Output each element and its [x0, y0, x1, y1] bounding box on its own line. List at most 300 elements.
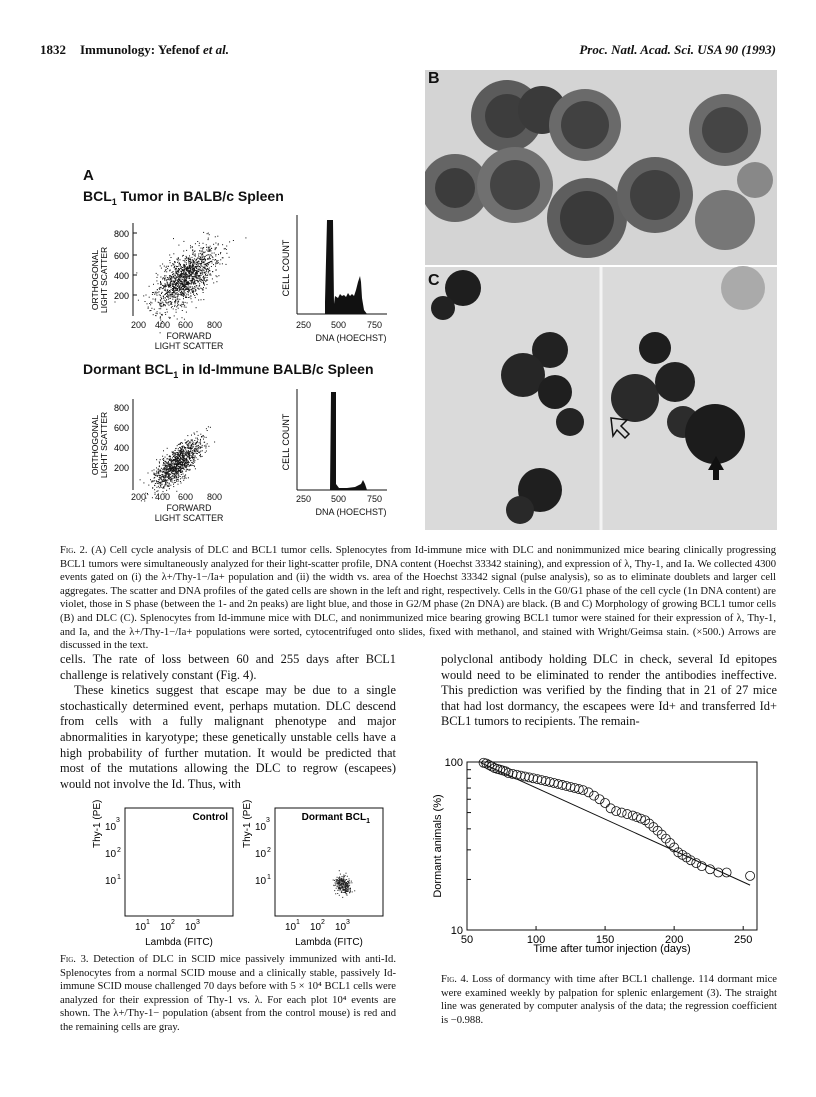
scatter-dot [167, 473, 168, 474]
hist1-ylabel: CELL COUNT [281, 239, 291, 297]
scatter-dot [150, 479, 151, 480]
scatter-dot [185, 272, 186, 273]
scatter-dot [138, 300, 139, 301]
scatter-dot [178, 453, 179, 454]
scatter-dot [175, 303, 176, 304]
scatter2-ytick-400: 400 [113, 443, 129, 453]
scatter-dot [187, 291, 188, 292]
scatter-dot [175, 300, 176, 301]
scatter-dot [191, 444, 192, 445]
scatter-dot [194, 460, 195, 461]
scatter-dot [169, 260, 170, 261]
scatter-dot [172, 274, 173, 275]
fig2-histogram-1 [275, 210, 395, 338]
scatter-dot [143, 295, 144, 296]
scatter-dot [158, 472, 159, 473]
scatter-dot [147, 494, 148, 495]
scatter-dot [176, 456, 177, 457]
scatter-dot [189, 263, 190, 264]
scatter-dot [190, 247, 191, 248]
scatter-dot [180, 469, 181, 470]
scatter-dot [339, 886, 340, 887]
fig3-xtick-sup: 3 [196, 919, 200, 926]
scatter-dot [181, 281, 182, 282]
scatter-dot [203, 259, 204, 260]
scatter-dot [174, 466, 175, 467]
scatter-dot [178, 308, 179, 309]
scatter-dot [185, 453, 186, 454]
scatter-dot [347, 881, 348, 882]
scatter-dot [197, 258, 198, 259]
scatter-dot [176, 466, 177, 467]
scatter-dot [175, 301, 176, 302]
scatter-dot [186, 262, 187, 263]
scatter-dot [185, 276, 186, 277]
scatter-dot [210, 254, 211, 255]
scatter-dot [188, 275, 189, 276]
scatter-dot [152, 470, 153, 471]
scatter-dot [178, 464, 179, 465]
scatter-dot [188, 446, 189, 447]
scatter-dot [185, 280, 186, 281]
scatter-dot [186, 312, 187, 313]
scatter-dot [205, 273, 206, 274]
running-head-etal: et al. [203, 42, 230, 57]
scatter-dot [212, 263, 213, 264]
scatter-dot [173, 276, 174, 277]
scatter-dot [344, 887, 345, 888]
scatter-dot [179, 462, 180, 463]
scatter-dot [179, 470, 180, 471]
scatter-dot [155, 299, 156, 300]
scatter-dot [156, 487, 157, 488]
scatter-dot [175, 286, 176, 287]
scatter-dot [340, 880, 341, 881]
scatter-dot [167, 279, 168, 280]
scatter-dot [186, 278, 187, 279]
scatter-dot [188, 283, 189, 284]
scatter-dot [183, 474, 184, 475]
scatter-dot [189, 441, 190, 442]
scatter-dot [334, 880, 335, 881]
scatter-dot [184, 306, 185, 307]
scatter-dot [166, 474, 167, 475]
scatter-dot [184, 477, 185, 478]
cell [611, 374, 659, 422]
scatter-dot [189, 470, 190, 471]
scatter-dot [190, 271, 191, 272]
scatter-dot [197, 270, 198, 271]
fig3-control-frame [125, 808, 233, 916]
scatter-dot [185, 462, 186, 463]
scatter-dot [178, 294, 179, 295]
scatter-dot [186, 478, 187, 479]
scatter-dot [182, 470, 183, 471]
scatter-dot [186, 471, 187, 472]
cell [506, 496, 534, 524]
scatter-dot [209, 234, 210, 235]
scatter-dot [184, 451, 185, 452]
scatter-dot [154, 309, 155, 310]
scatter-dot [212, 271, 213, 272]
scatter-dot [202, 272, 203, 273]
scatter-dot [192, 454, 193, 455]
scatter-dot [201, 275, 202, 276]
scatter-dot [218, 262, 219, 263]
scatter-dot [172, 272, 173, 273]
scatter-dot [191, 283, 192, 284]
scatter-dot [176, 471, 177, 472]
scatter-dot [185, 440, 186, 441]
scatter-dot [185, 295, 186, 296]
scatter-dot [180, 468, 181, 469]
scatter-dot [164, 475, 165, 476]
scatter-dot [215, 248, 216, 249]
scatter-dot [339, 883, 340, 884]
scatter-dot [172, 482, 173, 483]
scatter-dot [209, 268, 210, 269]
scatter-dot [185, 293, 186, 294]
scatter-dot [164, 469, 165, 470]
scatter-dot [195, 256, 196, 257]
scatter-dot [348, 883, 349, 884]
scatter-dot [188, 461, 189, 462]
scatter-dot [340, 874, 341, 875]
cell-nucleus [702, 107, 748, 153]
fig3-ytick: 10 [105, 849, 117, 860]
scatter-dot [196, 285, 197, 286]
scatter-dot [176, 276, 177, 277]
scatter-dot [341, 878, 342, 879]
fig4-ytick-label: 10 [450, 925, 463, 937]
scatter-dot [184, 291, 185, 292]
scatter-dot [176, 293, 177, 294]
scatter-dot [170, 291, 171, 292]
scatter-dot [342, 890, 343, 891]
scatter-dot [172, 457, 173, 458]
scatter-dot [159, 289, 160, 290]
scatter-dot [335, 893, 336, 894]
scatter-dot [184, 279, 185, 280]
scatter-dot [207, 233, 208, 234]
scatter-dot [161, 268, 162, 269]
scatter-dot [198, 281, 199, 282]
scatter-dot [179, 276, 180, 277]
scatter-dot [202, 274, 203, 275]
scatter-dot [187, 269, 188, 270]
scatter-dot [188, 286, 189, 287]
scatter-dot [167, 292, 168, 293]
scatter-dot [186, 250, 187, 251]
scatter-dot [178, 448, 179, 449]
scatter-dot [157, 481, 158, 482]
scatter-dot [167, 477, 168, 478]
scatter-dot [183, 264, 184, 265]
scatter-dot [183, 288, 184, 289]
scatter-dot [202, 257, 203, 258]
scatter-dot [170, 298, 171, 299]
scatter-dot [198, 258, 199, 259]
fig4-xtick-label: 100 [526, 934, 546, 946]
scatter1-xtick: 600 [178, 320, 194, 330]
scatter-dot [164, 476, 165, 477]
scatter-dot [196, 293, 197, 294]
scatter-dot [172, 471, 173, 472]
scatter-dot [205, 277, 206, 278]
scatter-dot [176, 283, 177, 284]
scatter-dot [173, 308, 174, 309]
scatter-dot [170, 485, 171, 486]
panel-label-c: C [428, 272, 440, 289]
scatter-dot [196, 448, 197, 449]
scatter-dot [169, 290, 170, 291]
scatter2-xtick: 800 [207, 492, 223, 502]
scatter2-ytick-800: 800 [113, 403, 129, 413]
scatter-dot [153, 284, 154, 285]
scatter-dot [220, 259, 221, 260]
scatter2-xlabel-2: LIGHT SCATTER [154, 513, 224, 523]
fig3-xtick-sup: 3 [346, 919, 350, 926]
scatter-dot [178, 302, 179, 303]
scatter-dot [188, 451, 189, 452]
scatter-dot [157, 475, 158, 476]
scatter-dot [180, 259, 181, 260]
cell-nucleus [435, 168, 475, 208]
scatter-dot [192, 279, 193, 280]
scatter-dot [166, 484, 167, 485]
scatter-dot [203, 283, 204, 284]
scatter-dot [200, 278, 201, 279]
scatter-dot [342, 881, 343, 882]
scatter-dot [197, 294, 198, 295]
scatter-dot [193, 278, 194, 279]
scatter-dot [339, 879, 340, 880]
hist1-xtick: 500 [331, 320, 347, 330]
scatter-dot [171, 257, 172, 258]
scatter-dot [192, 271, 193, 272]
scatter-dot [186, 274, 187, 275]
scatter-dot [159, 477, 160, 478]
scatter-dot [169, 277, 170, 278]
scatter-dot [182, 463, 183, 464]
scatter-dot [165, 477, 166, 478]
scatter-dot [178, 287, 179, 288]
scatter-dot [188, 464, 189, 465]
scatter-dot [193, 284, 194, 285]
scatter-dot [196, 270, 197, 271]
scatter-dot [155, 475, 156, 476]
scatter-dot [163, 462, 164, 463]
scatter-dot [194, 269, 195, 270]
scatter-dot [340, 889, 341, 890]
scatter-dot [140, 479, 141, 480]
scatter-dot [339, 870, 340, 871]
scatter-dot [192, 440, 193, 441]
scatter-dot [166, 471, 167, 472]
fig3-xtick-sup: 1 [296, 919, 300, 926]
scatter-dot [178, 461, 179, 462]
scatter-dot [186, 267, 187, 268]
scatter-dot [206, 288, 207, 289]
scatter-dot [197, 266, 198, 267]
scatter-dot [174, 282, 175, 283]
scatter-dot [207, 430, 208, 431]
scatter-dot [171, 276, 172, 277]
scatter-dot [191, 281, 192, 282]
scatter-dot [194, 274, 195, 275]
scatter-dot [156, 459, 157, 460]
scatter-dot [183, 455, 184, 456]
scatter-dot [154, 480, 155, 481]
scatter-dot [182, 267, 183, 268]
scatter-dot [203, 287, 204, 288]
scatter-dot [171, 287, 172, 288]
scatter-dot [171, 476, 172, 477]
scatter-dot [193, 267, 194, 268]
scatter-dot [195, 254, 196, 255]
scatter-dot [182, 292, 183, 293]
scatter-dot [176, 452, 177, 453]
fig3-xtick-sup: 2 [171, 919, 175, 926]
scatter-dot [203, 282, 204, 283]
scatter-dot [181, 275, 182, 276]
scatter-dot [180, 283, 181, 284]
scatter-dot [176, 481, 177, 482]
scatter-dot [183, 241, 184, 242]
scatter-dot [202, 249, 203, 250]
scatter-dot [182, 450, 183, 451]
scatter-dot [333, 885, 334, 886]
scatter-dot [210, 273, 211, 274]
scatter-dot [338, 880, 339, 881]
scatter-dot [191, 266, 192, 267]
scatter-dot [188, 448, 189, 449]
scatter-dot [213, 264, 214, 265]
scatter-dot [192, 441, 193, 442]
scatter-dot [188, 276, 189, 277]
scatter-dot [211, 250, 212, 251]
scatter-dot [348, 888, 349, 889]
scatter-dot [180, 294, 181, 295]
scatter-dot [354, 890, 355, 891]
scatter-dot [194, 276, 195, 277]
scatter-dot [170, 278, 171, 279]
scatter-dot [184, 295, 185, 296]
scatter-dot [177, 452, 178, 453]
scatter-dot [184, 275, 185, 276]
scatter-dot [168, 476, 169, 477]
scatter-dot [163, 463, 164, 464]
scatter-dot [193, 442, 194, 443]
scatter-dot [166, 296, 167, 297]
scatter-dot [166, 299, 167, 300]
scatter-dot [172, 286, 173, 287]
scatter-dot [345, 882, 346, 883]
scatter-dot [187, 289, 188, 290]
scatter-dot [197, 441, 198, 442]
scatter-dot [173, 238, 174, 239]
scatter-dot [170, 477, 171, 478]
scatter-dot [156, 313, 157, 314]
scatter-dot [224, 248, 225, 249]
scatter-dot [189, 265, 190, 266]
scatter-dot [170, 285, 171, 286]
scatter-dot [214, 442, 215, 443]
scatter-dot [149, 297, 150, 298]
scatter-dot [177, 277, 178, 278]
scatter-dot [178, 458, 179, 459]
scatter-dot [153, 473, 154, 474]
scatter-dot [162, 484, 163, 485]
scatter-dot [199, 280, 200, 281]
scatter-dot [194, 466, 195, 467]
scatter-dot [177, 262, 178, 263]
scatter-dot [176, 273, 177, 274]
scatter-dot [159, 288, 160, 289]
scatter-dot [180, 275, 181, 276]
scatter-dot [186, 467, 187, 468]
scatter-dot [184, 287, 185, 288]
scatter-dot [170, 481, 171, 482]
scatter-dot [181, 268, 182, 269]
scatter-dot [155, 300, 156, 301]
scatter-dot [186, 257, 187, 258]
scatter-dot [200, 440, 201, 441]
scatter-dot [178, 257, 179, 258]
scatter-dot [158, 469, 159, 470]
scatter-dot [182, 462, 183, 463]
scatter-dot [201, 273, 202, 274]
scatter-dot [216, 269, 217, 270]
scatter-dot [170, 301, 171, 302]
fig4-xtick-label: 200 [664, 934, 684, 946]
scatter-dot [162, 285, 163, 286]
scatter-dot [217, 261, 218, 262]
scatter-dot [182, 302, 183, 303]
scatter-dot [174, 474, 175, 475]
scatter-dot [203, 267, 204, 268]
scatter-dot [151, 481, 152, 482]
scatter-dot [177, 465, 178, 466]
scatter-dot [175, 279, 176, 280]
scatter-dot [199, 286, 200, 287]
scatter-dot [201, 436, 202, 437]
scatter-dot [345, 884, 346, 885]
scatter-dot [148, 473, 149, 474]
scatter-dot [159, 463, 160, 464]
scatter-dot [169, 478, 170, 479]
scatter-dot [168, 286, 169, 287]
scatter2-ytick-200: 200 [113, 463, 129, 473]
scatter-dot [194, 295, 195, 296]
scatter-dot [169, 466, 170, 467]
scatter-dot [187, 460, 188, 461]
scatter-dot [185, 290, 186, 291]
scatter-dot [192, 456, 193, 457]
scatter-dot [188, 462, 189, 463]
cell-nucleus [561, 101, 609, 149]
scatter-dot [197, 280, 198, 281]
scatter-dot [215, 249, 216, 250]
scatter-dot [184, 290, 185, 291]
scatter-dot [176, 259, 177, 260]
scatter-dot [178, 281, 179, 282]
scatter-dot [177, 292, 178, 293]
scatter-dot [182, 449, 183, 450]
scatter-dot [348, 890, 349, 891]
scatter-dot [208, 272, 209, 273]
scatter-dot [175, 457, 176, 458]
